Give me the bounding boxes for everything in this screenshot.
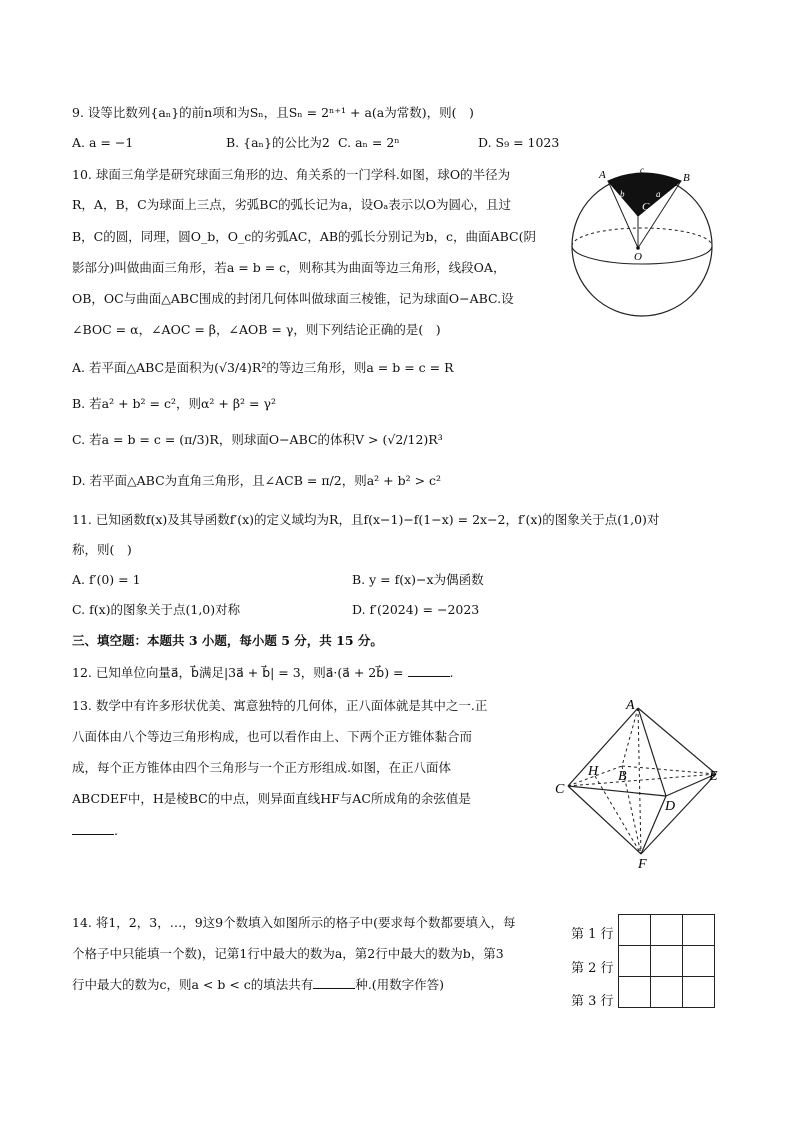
row-label-3: 第 3 行 bbox=[571, 994, 614, 1009]
q14-stem-end: 行中最大的数为c，则a < b < c的填法共有 bbox=[72, 977, 314, 992]
q11-option-d: D. f′(2024) = −2023 bbox=[352, 602, 480, 617]
q10-line-1: 10. 球面三角学是研究球面三角形的边、角关系的一门学科.如图，球O的半径为 bbox=[72, 167, 511, 182]
q13-line-4: ABCDEF中，H是棱BC的中点，则异面直线HF与AC所成角的余弦值是 bbox=[72, 791, 471, 806]
q11-option-b: B. y = f(x)−x为偶函数 bbox=[352, 572, 484, 587]
q10-option-c: C. 若a = b = c = (π/3)R，则球面O−ABC的体积V > (√2/12)R³ bbox=[72, 432, 443, 447]
grid-cell[interactable] bbox=[651, 977, 683, 1008]
q12-answer-blank[interactable] bbox=[408, 664, 450, 677]
arc-label-a: a bbox=[656, 189, 661, 199]
q14-tail: 种.(用数字作答) bbox=[355, 977, 445, 992]
q13-answer-blank[interactable] bbox=[72, 822, 114, 835]
q13-line-2: 八面体由八个等边三角形构成，也可以看作由上、下两个正方锥体黏合而 bbox=[72, 729, 473, 744]
label-b: B bbox=[618, 769, 627, 784]
q10-option-b: B. 若a² + b² = c²，则α² + β² = γ² bbox=[72, 396, 276, 411]
label-a: A bbox=[599, 169, 606, 181]
q10-option-a: A. 若平面△ABC是面积为(√3/4)R²的等边三角形，则a = b = c = R bbox=[72, 360, 454, 375]
q14-line-2: 个格子中只能填一个数)，记第1行中最大的数为a，第2行中最大的数为b，第3 bbox=[72, 946, 504, 961]
q13-tail: . bbox=[114, 823, 118, 838]
sphere-figure bbox=[566, 160, 720, 320]
label-c: C bbox=[555, 782, 565, 797]
label-e: E bbox=[709, 769, 718, 784]
grid-cell[interactable] bbox=[651, 946, 683, 977]
q11-line-2: 称，则( ) bbox=[72, 542, 132, 557]
grid-cell[interactable] bbox=[683, 915, 715, 946]
q9-option-d: D. S₉ = 1023 bbox=[478, 135, 560, 150]
q14-answer-blank[interactable] bbox=[313, 976, 355, 989]
q10-line-2: R，A，B，C为球面上三点，劣弧BC的弧长记为a，设Oₐ表示以O为圆心，且过 bbox=[72, 197, 511, 212]
arc-label-b: b bbox=[620, 189, 625, 199]
q13-line-5 bbox=[72, 822, 118, 840]
row-label-1: 第 1 行 bbox=[571, 927, 614, 942]
grid-cell[interactable] bbox=[683, 977, 715, 1008]
point-o bbox=[636, 246, 640, 250]
q9-stem: 9. 设等比数列{aₙ}的前n项和为Sₙ，且Sₙ = 2ⁿ⁺¹ + a(a为常数)，则( ) bbox=[72, 105, 474, 120]
grid-row-1 bbox=[619, 915, 715, 946]
label-c: C bbox=[642, 201, 650, 213]
q10-line-4: 影部分)叫做曲面三角形，若a = b = c，则称其为曲面等边三角形，线段OA， bbox=[72, 260, 506, 275]
q13-line-3: 成，每个正方锥体由四个三角形与一个正方形组成.如图，在正八面体 bbox=[72, 760, 451, 775]
label-b: B bbox=[683, 172, 690, 184]
q12-tail: . bbox=[449, 665, 454, 680]
equator-front bbox=[572, 246, 712, 264]
grid-row-3 bbox=[619, 977, 715, 1008]
grid-cell[interactable] bbox=[619, 977, 651, 1008]
label-o: O bbox=[634, 251, 642, 263]
arc-label-c: c bbox=[640, 165, 644, 175]
grid-cell[interactable] bbox=[683, 946, 715, 977]
octahedron-figure bbox=[552, 694, 728, 870]
label-f: F bbox=[638, 857, 647, 870]
grid-row-2 bbox=[619, 946, 715, 977]
q14-line-1: 14. 将1，2，3，…，9这9个数填入如图所示的格子中(要求每个数都要填入，每 bbox=[72, 915, 516, 930]
grid-cell[interactable] bbox=[619, 915, 651, 946]
label-d: D bbox=[665, 799, 676, 814]
label-h: H bbox=[588, 764, 599, 779]
label-a: A bbox=[626, 698, 635, 713]
q12-stem: 12. 已知单位向量a⃗，b⃗满足|3a⃗ + b⃗| = 3，则a⃗·(a⃗ + 2b⃗) = bbox=[72, 665, 404, 680]
grid-cell[interactable] bbox=[619, 946, 651, 977]
section-3-title: 三、填空题：本题共 3 小题，每小题 5 分，共 15 分。 bbox=[72, 633, 383, 648]
q9-option-c: C. aₙ = 2ⁿ bbox=[338, 135, 400, 150]
row-label-2: 第 2 行 bbox=[571, 961, 614, 976]
grid-cell[interactable] bbox=[651, 915, 683, 946]
q10-option-d: D. 若平面△ABC为直角三角形，且∠ACB = π/2，则a² + b² > c² bbox=[72, 473, 442, 488]
q9-option-a: A. a = −1 bbox=[72, 135, 134, 150]
q10-line-5: OB，OC与曲面△ABC围成的封闭几何体叫做球面三棱锥，记为球面O−ABC.设 bbox=[72, 291, 514, 306]
q10-line-6: ∠BOC = α，∠AOC = β，∠AOB = γ，则下列结论正确的是( ) bbox=[72, 322, 441, 337]
q9-option-b: B. {aₙ}的公比为2 bbox=[226, 135, 330, 150]
equator-back bbox=[572, 228, 712, 246]
q12-line bbox=[72, 664, 453, 682]
q13-line-1: 13. 数学中有许多形状优美、寓意独特的几何体，正八面体就是其中之一.正 bbox=[72, 698, 488, 713]
q14-line-3 bbox=[72, 976, 444, 994]
number-grid bbox=[618, 914, 715, 1008]
q11-line-1: 11. 已知函数f(x)及其导函数f′(x)的定义域均为R，且f(x−1)−f(1−x) = 2x−2，f′(x)的图象关于点(1,0)对 bbox=[72, 512, 660, 527]
q11-option-a: A. f′(0) = 1 bbox=[72, 572, 141, 587]
q11-option-c: C. f(x)的图象关于点(1,0)对称 bbox=[72, 602, 241, 617]
q10-line-3: B，C的圆，同理，圆O_b，O_c的劣弧AC，AB的弧长分别记为b，c，曲面ABC(阴 bbox=[72, 229, 536, 244]
